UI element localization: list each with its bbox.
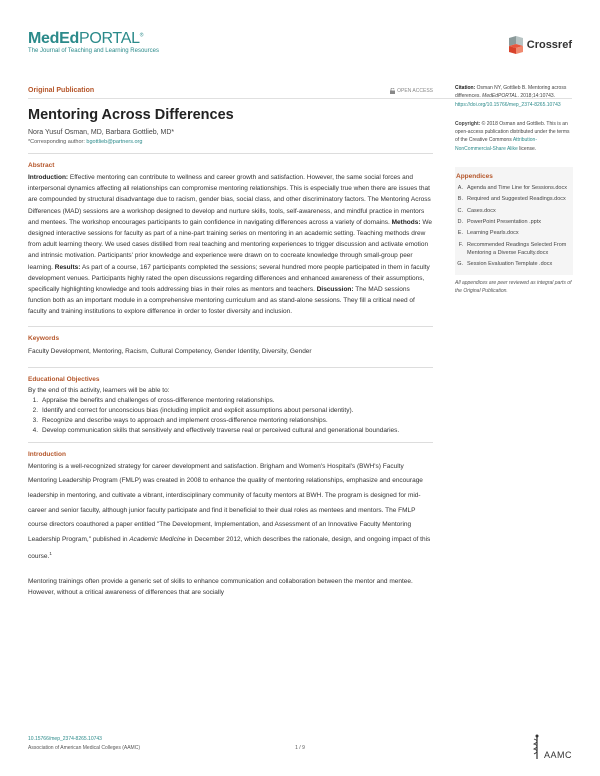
list-item[interactable]: F. Recommended Readings Selected From Mentoring a Diverse Faculty.docx [458,241,567,256]
introduction-paragraph-2: Mentoring trainings often provide a generic set of skills to enhance communication and collaboration between the mentor and mentee. However, without a critical awareness of differences that are socially [28,578,413,596]
appendices-note: All appendices are peer reviewed as integral parts of the Original Publication. [455,280,572,294]
list-item[interactable]: B. Required and Suggested Readings.docx [457,196,566,203]
abstract-results-label: Results: [54,263,81,271]
citation-label: Citation: [455,85,476,91]
keywords-heading: Keywords [28,334,60,342]
page-header [28,30,572,70]
section-divider [28,153,433,154]
crossref-label: Crossref [526,39,572,51]
abstract-methods: We designed interactive sessions for faculty as part of a nine-part training series on mentoring in an academic setting. Teaching methods drew from adult learning theory. We used cases distilled from real teaching and mentoring experiences to trigger discussion and activate emotion and intrinsic motivation. Participants' prior knowledge and experience were drawn on to cocreate knowledge through small-group peer learning. [28,218,432,271]
abstract-introduction: Effective mentoring can contribute to wellness and career growth and satisfaction. However, the same social forces and interpersonal dynamics affecting all relationships can compromise mentoring relationships. This is especially true when there are issues that are compounded by structural disadvantage due to racism, gender bias, social class, and other discriminatory factors. The Mentoring Across Differences (MAD) sessions are a workshop designed to develop and nurture skills, tools, self-awareness, and mindful practice in mentors and mentees. The workshop encourages participants to gain confidence in navigating differences across a variety of domains. [28,174,431,226]
citation-doi-link[interactable]: https://doi.org/10.15766/mep_2374-8265.10743 [455,101,561,108]
objectives-heading: Educational Objectives [28,375,100,383]
aamc-logo [532,734,572,760]
reference-marker[interactable]: 1 [49,551,52,557]
publication-type: Original Publication [28,87,95,94]
list-item: 3. Recognize and describe ways to approach and implement cross-difference mentoring relationships. [32,416,328,424]
crossref-badge[interactable] [509,36,572,54]
abstract-discussion: The MAD sessions function both as an important module in a comprehensive mentoring curriculum and as stand-alone sessions. They fill a critical need of faculty and training institutions to explore difference in order to foster diversity and inclusion. [28,286,415,316]
citation-journal: MedEdPORTAL [482,93,518,100]
license-link[interactable]: Attribution-NonCommercial-Share Alike [455,137,537,152]
logo-mark: ® [139,32,144,39]
citation-block: Citation: Osman NY, Gottlieb B. Mentoring across differences. MedEdPORTAL. 2018;14:10743. https://doi.org/10.15766/mep_2374-8265.10743 [455,85,567,108]
article-title: Mentoring Across Differences [28,107,234,123]
logo-part1: MedEd [28,30,79,47]
aamc-label: AAMC [543,750,572,760]
section-divider [28,367,433,368]
lock-open-icon [390,88,395,94]
corresponding-author-label: *Corresponding author: [28,139,87,145]
open-access-badge [390,88,433,94]
journal-tagline: The Journal of Teaching and Learning Resources [28,48,159,54]
introduction-paragraph-1: Mentoring is a well-recognized strategy for career development and satisfaction. Brigham and Women's Hospital's (BWH's) Faculty Mentoring Leadership Program (FMLP) was created in 2008 to enhance the quality of mentoring relationships, emphasize and encourage leadership in mentoring, and cultivate a vibrant, interdisciplinary community of faculty mentors at BWH. The program is designed for mid-career and senior faculty, although junior faculty participate and find it beneficial to their dual roles as mentees and mentors. The FMLP course directors coauthored a paper entitled "The Development, Implementation, and Assessment of an Innovative Faculty Mentoring Leadership Program," published in Academic Medicine in December 2012, which describes the rationale, design, and ongoing impact of this course.$^1$ [28,462,431,561]
journal-name: Academic Medicine [129,535,186,543]
list-item[interactable]: G. Session Evaluation Template .docx [457,261,553,268]
list-item: 2. Identify and correct for unconscious bias (including implicit and explicit assumptions about personal identity). [32,406,354,414]
abstract-text [28,172,433,318]
article-authors: Nora Yusuf Osman, MD, Barbara Gottlieb, MD* [28,129,175,136]
caduceus-icon [532,734,542,760]
page-number: 1 / 9 [295,745,305,751]
abstract-heading: Abstract [28,162,55,169]
crossref-icon [509,36,523,54]
page-footer [28,736,572,768]
abstract-methods-label: Methods: [391,218,421,226]
keywords-list: Faculty Development, Mentoring, Racism, Cultural Competency, Gender Identity, Diversity, Gender [28,347,312,355]
appendices-list [455,184,573,268]
list-item: 1. Appraise the benefits and challenges of cross-difference mentoring relationships. [32,396,275,404]
section-divider [28,442,433,443]
journal-logo[interactable] [28,30,572,48]
copyright-label: Copyright: [455,120,481,127]
objectives-list [28,396,433,436]
sidebar [455,84,573,295]
abstract-results: As part of a course, 167 participants completed the sessions; several hundred more people participated in them in faculty development venues. Participants highly rated the open discussions regarding differences and enhanced awareness of their assumptions, specifically highlighting knowledge and tools addressing bias in their roles as mentors and teachers. [28,263,430,294]
copyright-block: Copyright: © 2018 Osman and Gottlieb. This is an open-access publication distributed under the terms of the Creative Commons Attribution-NonCommercial-Share Alike license. [455,120,570,152]
list-item[interactable]: A. Agenda and Time Line for Sessions.docx [457,185,567,192]
corresponding-author [28,139,433,145]
open-access-label: OPEN ACCESS [397,87,433,94]
footer-doi[interactable]: 10.15766/mep_2374-8265.10743 [28,736,102,742]
corresponding-author-email[interactable]: bgottlieb@partners.org [86,139,143,145]
list-item: 4. Develop communication skills that sensitively and effectively traverse real or perceived cultural and generational boundaries. [32,426,400,434]
appendices-box [455,167,573,275]
main-column [28,87,433,598]
footer-publisher: Association of American Medical Colleges (AAMC) [28,745,140,751]
list-item[interactable]: D. PowerPoint Presentation .pptx [457,218,541,225]
list-item[interactable]: E. Learning Pearls.docx [457,230,519,237]
publication-row [28,87,433,94]
introduction-heading: Introduction [28,450,66,458]
appendices-heading: Appendices [456,173,493,181]
section-divider [28,326,433,327]
abstract-introduction-label: Introduction: [28,174,69,181]
logo-part2: PORTAL [78,30,140,47]
list-item[interactable]: C. Cases.docx [457,207,496,214]
objectives-lead: By the end of this activity, learners will be able to: [28,386,170,394]
abstract-discussion-label: Discussion: [316,286,354,294]
